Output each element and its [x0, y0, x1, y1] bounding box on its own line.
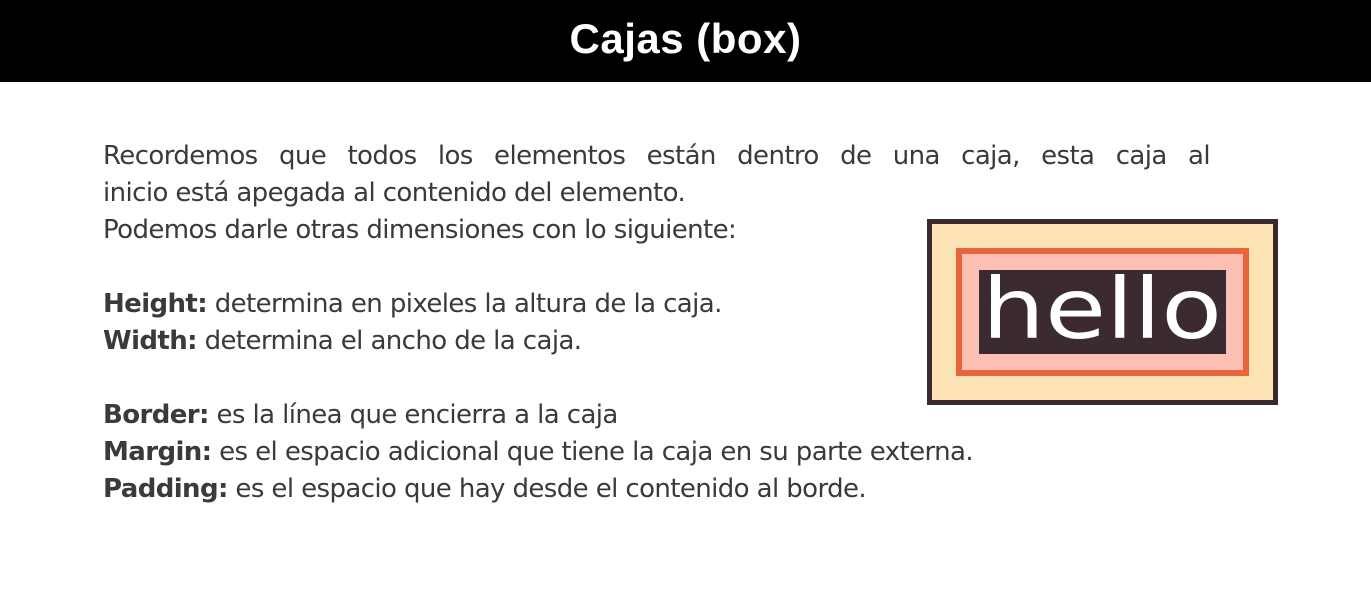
term-border: Border:	[103, 400, 209, 430]
definition-padding	[103, 471, 1210, 508]
title-bar	[0, 0, 1371, 82]
hello-text: hello	[982, 270, 1222, 354]
term-margin: Margin:	[103, 437, 212, 467]
intro-line-1: Recordemos que todos los elementos están dentro de una caja, esta caja al	[103, 141, 1210, 171]
term-width: Width:	[103, 326, 197, 356]
term-padding: Padding:	[103, 474, 228, 504]
box-model-illustration	[927, 219, 1278, 405]
desc-width: determina el ancho de la caja.	[196, 326, 582, 356]
definition-margin	[103, 434, 1210, 471]
desc-margin: es el espacio adicional que tiene la caja en su parte externa.	[211, 437, 973, 467]
desc-border: es la línea que encierra a la caja	[208, 400, 618, 430]
intro-line-2: inicio está apegada al contenido del elemento.	[103, 178, 686, 208]
hello-text-graphic	[979, 270, 1226, 354]
intro-line-3: Podemos darle otras dimensiones con lo siguiente:	[103, 215, 737, 245]
box-model-content-layer	[979, 270, 1226, 354]
desc-height: determina en pixeles la altura de la caja.	[207, 289, 722, 319]
desc-padding: es el espacio que hay desde el contenido al borde.	[227, 474, 867, 504]
term-height: Height:	[103, 289, 208, 319]
page-title: Cajas (box)	[569, 15, 802, 62]
box-model-border-layer	[956, 248, 1249, 376]
